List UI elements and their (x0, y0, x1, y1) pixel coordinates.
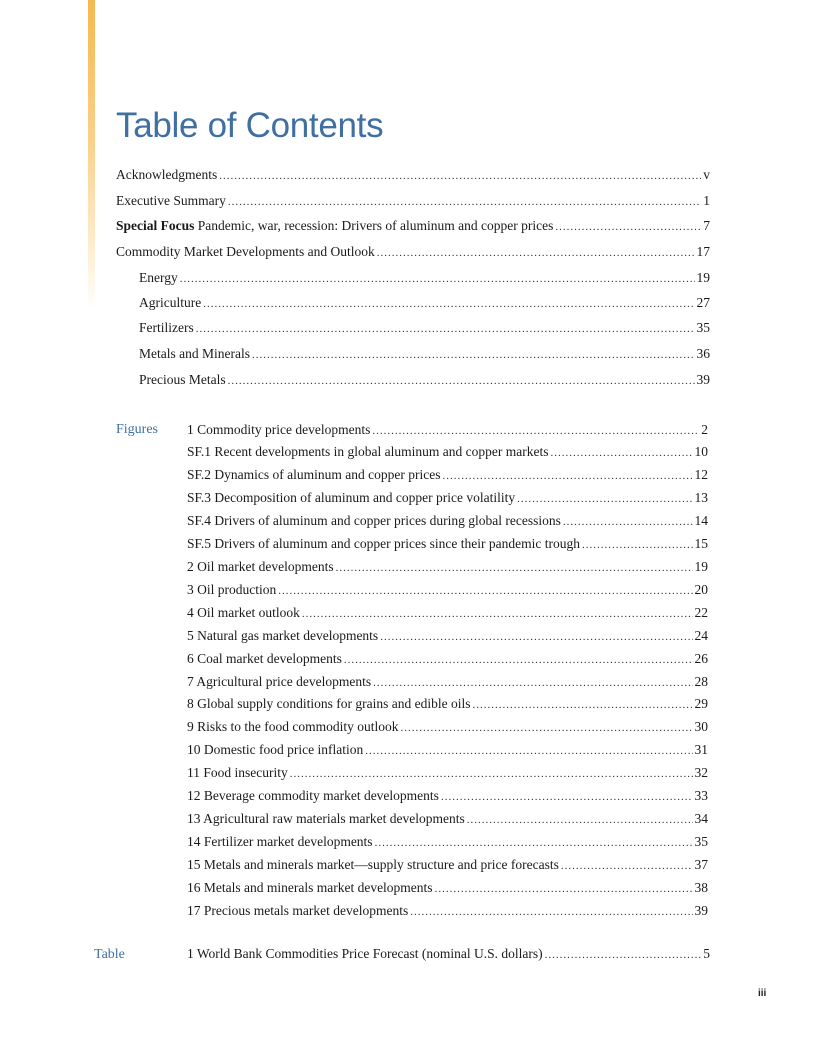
figure-entry[interactable] (187, 511, 708, 531)
figure-label: 6 Coal market developments (187, 651, 342, 666)
figure-label: 7 Agricultural price developments (187, 674, 372, 689)
figure-page: 39 (694, 903, 708, 918)
figure-label: 9 Risks to the food commodity outlook (187, 719, 399, 734)
figure-label: 16 Metals and minerals market developments (187, 880, 433, 895)
figure-label: SF.3 Decomposition of aluminum and copper price volatility (187, 490, 516, 505)
figure-label: 1 Commodity price developments (187, 422, 371, 437)
figure-entry[interactable] (187, 832, 708, 852)
figure-entry[interactable] (187, 534, 708, 554)
special-focus-title: Pandemic, war, recession: Drivers of aluminum and copper prices (197, 218, 554, 233)
figure-label: 15 Metals and minerals market—supply structure and price forecasts (187, 857, 559, 872)
figure-entry[interactable] (187, 603, 708, 623)
dot-leader (472, 695, 692, 715)
figure-page: 10 (694, 444, 708, 459)
figure-page: 19 (694, 559, 708, 574)
figure-page: 24 (694, 628, 708, 643)
figure-entry[interactable] (187, 717, 708, 737)
page-title: Table of Contents (116, 106, 384, 145)
page-number: iii (758, 988, 767, 999)
figure-entry[interactable] (187, 626, 708, 646)
figure-entry[interactable] (187, 694, 708, 714)
toc-entry-page: 36 (696, 346, 710, 361)
toc-entry-energy[interactable] (139, 268, 710, 288)
toc-entry-page: 35 (696, 320, 710, 335)
dot-leader (563, 512, 693, 532)
toc-entry-label: Commodity Market Developments and Outlook (116, 244, 375, 259)
dot-leader (380, 627, 692, 647)
figure-page: 15 (694, 536, 708, 551)
dot-leader (372, 421, 699, 441)
dot-leader (302, 604, 693, 624)
dot-leader (365, 741, 692, 761)
dot-leader (561, 856, 693, 876)
figure-entry[interactable] (187, 809, 708, 829)
dot-leader (375, 833, 693, 853)
toc-entry-agriculture[interactable] (139, 293, 710, 313)
toc-entry-executive-summary[interactable] (116, 191, 710, 211)
figure-entry[interactable] (187, 786, 708, 806)
figure-page: 34 (694, 811, 708, 826)
figure-entry[interactable] (187, 763, 708, 783)
dot-leader (336, 558, 693, 578)
figure-entry[interactable] (187, 488, 708, 508)
figure-page: 30 (694, 719, 708, 734)
toc-entry-page: 39 (696, 372, 710, 387)
figure-label: SF.1 Recent developments in global aluminum and copper markets (187, 444, 549, 459)
dot-leader (252, 345, 695, 365)
toc-entry-label: Precious Metals (139, 372, 226, 387)
dot-leader (344, 650, 693, 670)
toc-entry-fertilizers[interactable] (139, 318, 710, 338)
figure-page: 20 (694, 582, 708, 597)
figure-entry[interactable] (187, 901, 708, 921)
dot-leader (228, 371, 695, 391)
dot-leader (373, 673, 692, 693)
figure-label: 2 Oil market developments (187, 559, 334, 574)
figure-label: 17 Precious metals market developments (187, 903, 409, 918)
figure-page: 37 (694, 857, 708, 872)
figure-entry[interactable] (187, 878, 708, 898)
figure-page: 31 (694, 742, 708, 757)
dot-leader (550, 443, 692, 463)
figure-entry[interactable] (187, 420, 708, 440)
dot-leader (467, 810, 693, 830)
figure-label: SF.4 Drivers of aluminum and copper prices during global recessions (187, 513, 561, 528)
dot-leader (196, 319, 695, 339)
dot-leader (517, 489, 692, 509)
figure-page: 2 (701, 422, 708, 437)
dot-leader (410, 902, 692, 922)
toc-entry-page: 27 (696, 295, 710, 310)
toc-entry-label: Acknowledgments (116, 167, 218, 182)
figure-entry[interactable] (187, 442, 708, 462)
figure-page: 13 (694, 490, 708, 505)
toc-entry-label: Energy (139, 270, 178, 285)
dot-leader (180, 269, 695, 289)
figure-page: 29 (694, 696, 708, 711)
dot-leader (228, 192, 701, 212)
toc-entry-acknowledgments[interactable] (116, 165, 710, 185)
dot-leader (545, 945, 702, 965)
accent-bar (88, 0, 95, 310)
toc-entry-label (116, 216, 555, 236)
figure-label: SF.2 Dynamics of aluminum and copper prices (187, 467, 441, 482)
figure-entry[interactable] (187, 557, 708, 577)
table-entry-label: 1 World Bank Commodities Price Forecast (nominal U.S. dollars) (187, 946, 543, 961)
dot-leader (401, 718, 693, 738)
figure-entry[interactable] (187, 649, 708, 669)
dot-leader (555, 217, 701, 237)
figure-label: 10 Domestic food price inflation (187, 742, 364, 757)
figure-page: 12 (694, 467, 708, 482)
toc-entry-label: Metals and Minerals (139, 346, 250, 361)
figure-entry[interactable] (187, 672, 708, 692)
toc-entry-page: v (703, 167, 710, 182)
figure-page: 35 (694, 834, 708, 849)
figure-page: 22 (694, 605, 708, 620)
figure-label: 4 Oil market outlook (187, 605, 300, 620)
dot-leader (219, 166, 701, 186)
figure-page: 33 (694, 788, 708, 803)
toc-entry-label: Executive Summary (116, 193, 226, 208)
dot-leader (290, 764, 693, 784)
toc-entry-metals-minerals[interactable] (139, 344, 710, 364)
figure-label: 11 Food insecurity (187, 765, 288, 780)
dot-leader (203, 294, 694, 314)
figure-page: 28 (694, 674, 708, 689)
dot-leader (441, 787, 693, 807)
figure-page: 38 (694, 880, 708, 895)
toc-entry-page: 17 (696, 244, 710, 259)
figure-entry[interactable] (187, 465, 708, 485)
figure-label: 12 Beverage commodity market developments (187, 788, 439, 803)
table-entry[interactable] (187, 944, 710, 964)
toc-entry-page: 7 (703, 218, 710, 233)
dot-leader (278, 581, 692, 601)
toc-entry-page: 19 (696, 270, 710, 285)
dot-leader (443, 466, 693, 486)
table-heading: Table (94, 947, 125, 962)
figures-heading: Figures (116, 422, 158, 437)
figure-entry[interactable] (187, 855, 708, 875)
figure-label: 5 Natural gas market developments (187, 628, 379, 643)
figure-page: 26 (694, 651, 708, 666)
dot-leader (582, 535, 693, 555)
toc-entry-label: Fertilizers (139, 320, 194, 335)
dot-leader (435, 879, 693, 899)
figure-page: 14 (694, 513, 708, 528)
figure-label: 8 Global supply conditions for grains and edible oils (187, 696, 471, 711)
toc-entry-commodity-market[interactable] (116, 242, 710, 262)
figure-label: 14 Fertilizer market developments (187, 834, 373, 849)
toc-entry-label: Agriculture (139, 295, 202, 310)
figure-label: 13 Agricultural raw materials market developments (187, 811, 465, 826)
dot-leader (377, 243, 695, 263)
figure-entry[interactable] (187, 740, 708, 760)
toc-entry-special-focus[interactable] (116, 216, 710, 236)
figure-label: SF.5 Drivers of aluminum and copper prices since their pandemic trough (187, 536, 580, 551)
toc-entry-page: 1 (703, 193, 710, 208)
figure-page: 32 (694, 765, 708, 780)
table-entry-page: 5 (703, 946, 710, 961)
figure-label: 3 Oil production (187, 582, 277, 597)
figure-entry[interactable] (187, 580, 708, 600)
toc-entry-precious-metals[interactable] (139, 370, 710, 390)
special-focus-prefix: Special Focus (116, 218, 195, 233)
